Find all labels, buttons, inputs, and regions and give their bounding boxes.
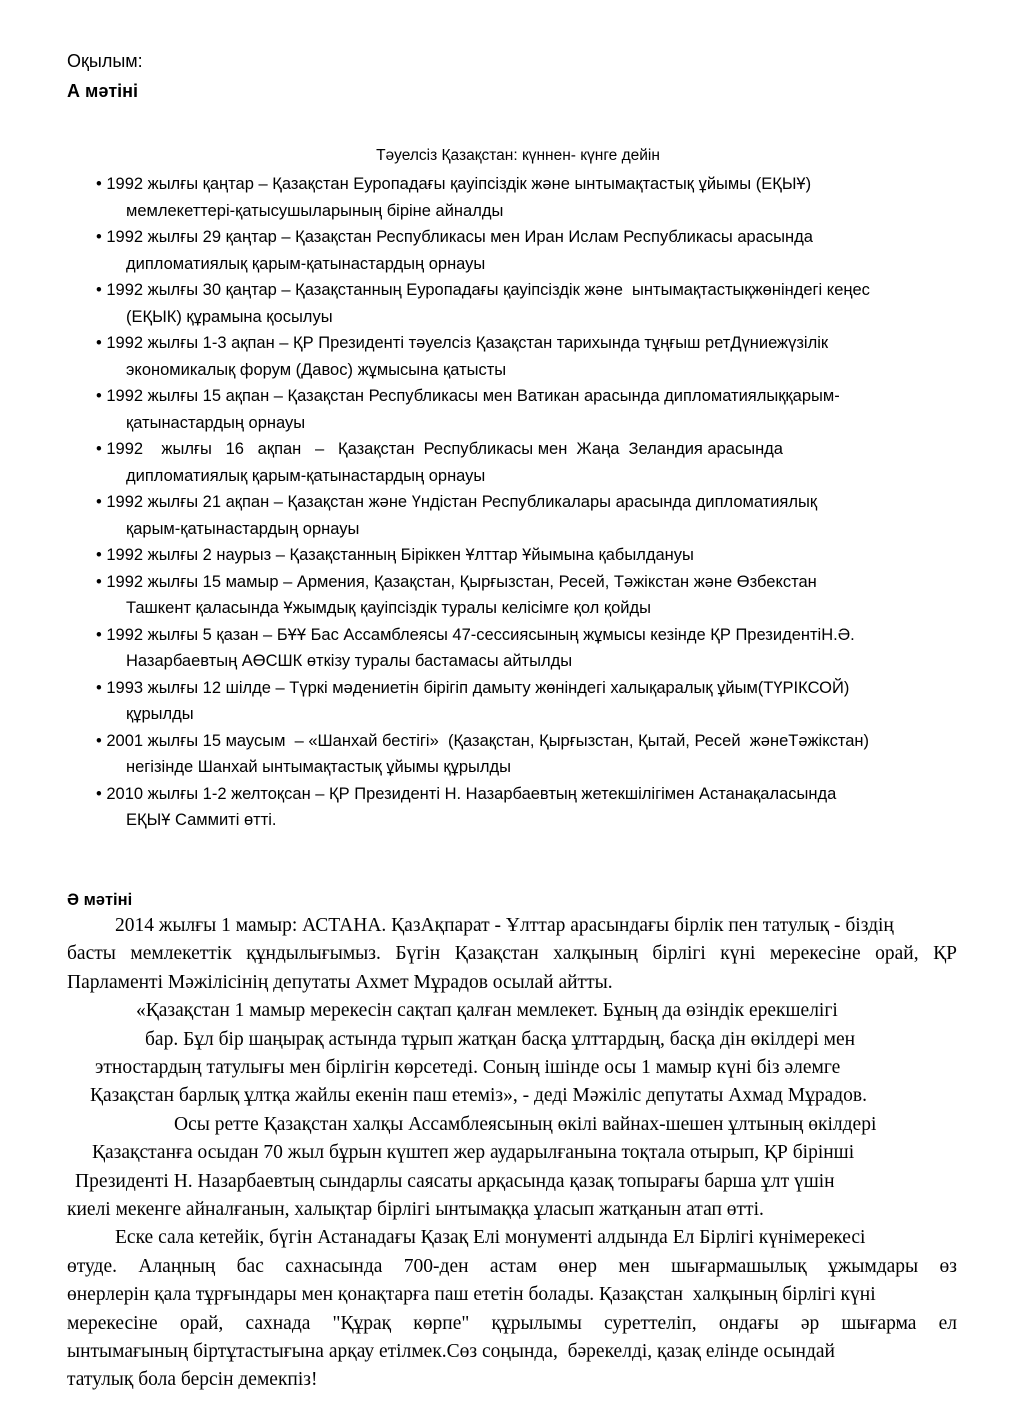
bullet: • — [96, 784, 102, 803]
event-line-1: 1992 жылғы 16 ақпан – Қазақстан Республикасы мен Жаңа Зеландия арасында — [106, 440, 783, 458]
article-line: Осы ретте Қазақстан халқы Ассамблеясының өкілі вайнах-шешен ұлтының өкілдері — [174, 1113, 877, 1135]
bullet: • — [96, 493, 102, 511]
events-list — [96, 171, 956, 834]
list-item — [96, 277, 956, 330]
event-line-2: құрылды — [126, 705, 194, 723]
article-line: Президенті Н. Назарбаевтың сындарлы саясаты арқасында қазақ топырағы барша ұлт үшін — [75, 1170, 835, 1192]
bullet: • — [96, 440, 102, 458]
reading-label: Оқылым: — [67, 51, 143, 71]
event-line-2: ЕҚЫҰ Саммиті өтті. — [126, 811, 277, 829]
bullet: • — [96, 175, 102, 193]
list-item — [96, 224, 956, 277]
event-line-2: мемлекеттері-қатысушыларының біріне айналды — [126, 201, 504, 220]
article-line: басты мемлекеттік құндылығымыз. Бүгін Қазақстан халқының бірлігі күні мерекесіне орай, ҚР — [67, 943, 957, 965]
article-line: киелі мекенге айналғанын, халықтар бірлігі ынтымаққа ұласып жатқанын атап өтті. — [67, 1199, 764, 1220]
article-line: «Қазақстан 1 мамыр мерекесін сақтап қалған мемлекет. Бұның да өзіндік ерекшелігі — [136, 1000, 838, 1022]
bullet: • — [96, 546, 102, 564]
event-line-1: 2001 жылғы 15 маусым – «Шанхай бестігі» (Қазақстан, Қырғызстан, Қытай, Ресей жәнеТәжікстан) — [106, 731, 870, 750]
article-line: Қазақстанға осыдан 70 жыл бұрын күштеп жер аударылғанына тоқтала отырып, ҚР бірінші — [92, 1142, 855, 1164]
list-item — [96, 542, 956, 569]
article-line: 2014 жылғы 1 мамыр: АСТАНА. ҚазАқпарат - Ұлттар арасындағы бірлік пен татулық - біздің — [115, 915, 894, 936]
event-line-2: Назарбаевтың АӨСШК өткізу туралы бастамасы айтылды — [126, 652, 573, 670]
article-line: Еске сала кетейік, бүгін Астанадағы Қазақ Елі монументі алдында Ел Бірлігі күнімерекесі — [115, 1227, 866, 1249]
event-line-1: 1992 жылғы 21 ақпан – Қазақстан және Үндістан Республикалары арасында дипломатиялық — [106, 493, 818, 511]
list-item — [96, 171, 956, 224]
text-b-heading: Ә мәтіні — [67, 891, 133, 909]
event-line-2: қарым-қатынастардың орнауы — [126, 519, 360, 538]
event-line-2: экономикалық форум (Давос) жұмысына қатысты — [126, 360, 507, 379]
event-line-1: 1992 жылғы 15 ақпан – Қазақстан Республикасы мен Ватикан арасында дипломатиялыққарым- — [106, 387, 840, 405]
event-line-1: 1992 жылғы 2 наурыз – Қазақстанның Біріккен Ұлттар Ұйымына қабылдануы — [106, 546, 694, 564]
bullet: • — [96, 281, 102, 299]
list-item — [96, 569, 956, 622]
bullet: • — [96, 228, 102, 246]
article-line: бар. Бұл бір шаңырақ астында тұрып жатқан басқа ұлттардың, басқа дін өкілдері мен — [145, 1028, 856, 1050]
article-line: өнерлерін қала тұрғындары мен қонақтарға паш ететін болады. Қазақстан халқының бірлігі күні — [67, 1284, 876, 1306]
event-line-2: қатынастардың орнауы — [126, 413, 306, 432]
article-line: мерекесіне орай, сахнада "Құрақ көрпе" құрылымы суреттеліп, ондағы әр шығарма ел — [67, 1312, 957, 1334]
list-item — [96, 728, 956, 781]
event-line-1: 1992 жылғы 15 мамыр – Армения, Қазақстан, Қырғызстан, Ресей, Тәжікстан және Өзбекстан — [106, 572, 817, 591]
event-line-2: (ЕҚЫК) құрамына қосылуы — [126, 307, 333, 326]
article-line: өтуде. Алаңның бас сахнасында 700-ден астам өнер мен шығармашылық ұжымдары өз — [67, 1255, 957, 1277]
bullet: • — [96, 387, 102, 405]
list-item — [96, 383, 956, 436]
article-line: ынтымағының біртұтастығына арқау етілмек.Сөз соңында, бәрекелді, қазақ елінде осындай — [67, 1341, 835, 1362]
event-line-1: 1992 жылғы 1-3 ақпан – ҚР Президенті тәуелсіз Қазақстан тарихында тұңғыш ретДүниежүзілік — [106, 334, 829, 352]
article-line: этностардың татулығы мен бірлігін көрсетеді. Соның ішінде осы 1 мамыр күні біз әлемге — [95, 1057, 841, 1078]
event-line-1: 2010 жылғы 1-2 желтоқсан – ҚР Президенті Н. Назарбаевтың жетекшілігімен Астанақаласында — [106, 784, 837, 803]
event-line-1: 1992 жылғы қаңтар – Қазақстан Еуропадағы қауіпсіздік және ынтымақтастық ұйымы (ЕҚЫҰ) — [106, 175, 812, 193]
document-title: Тәуелсіз Қазақстан: күннен- күнге дейін — [376, 147, 660, 164]
list-item — [96, 675, 956, 728]
text-a-heading: А мәтіні — [67, 81, 139, 101]
bullet: • — [96, 572, 102, 591]
bullet: • — [96, 334, 102, 352]
event-line-2: негізінде Шанхай ынтымақтастық ұйымы құрылды — [126, 758, 512, 776]
list-item — [96, 489, 956, 542]
event-line-1: 1992 жылғы 5 қазан – БҰҰ Бас Ассамблеясы 47-сессиясының жұмысы кезінде ҚР ПрезидентіН.Ә. — [106, 625, 855, 644]
bullet: • — [96, 731, 102, 750]
list-item — [96, 781, 956, 834]
event-line-1: 1992 жылғы 29 қаңтар – Қазақстан Республикасы мен Иран Ислам Республикасы арасында — [106, 228, 813, 246]
event-line-1: 1992 жылғы 30 қаңтар – Қазақстанның Еуропадағы қауіпсіздік және ынтымақтастықжөніндегі кеңес — [106, 281, 870, 299]
event-line-2: дипломатиялық қарым-қатынастардың орнауы — [126, 466, 486, 485]
list-item — [96, 330, 956, 383]
article-line: Парламенті Мәжілісінің депутаты Ахмет Мұрадов осылай айтты. — [67, 971, 613, 993]
event-line-2: Ташкент қаласында Ұжымдық қауіпсіздік туралы келісімге қол қойды — [126, 599, 651, 617]
event-line-1: 1993 жылғы 12 шілде – Түркі мәдениетін бірігіп дамыту жөніндегі халықаралық ұйым(ТҮРІКСОЙ) — [106, 678, 850, 697]
article-line: татулық бола берсін демекпіз! — [67, 1369, 318, 1391]
article-line: Қазақстан барлық ұлтқа жайлы екенін паш етеміз», - деді Мәжіліс депутаты Ахмад Мұрадов. — [90, 1085, 868, 1107]
list-item — [96, 622, 956, 675]
event-line-2: дипломатиялық қарым-қатынастардың орнауы — [126, 254, 486, 273]
list-item — [96, 436, 956, 489]
bullet: • — [96, 678, 102, 697]
bullet: • — [96, 625, 102, 644]
